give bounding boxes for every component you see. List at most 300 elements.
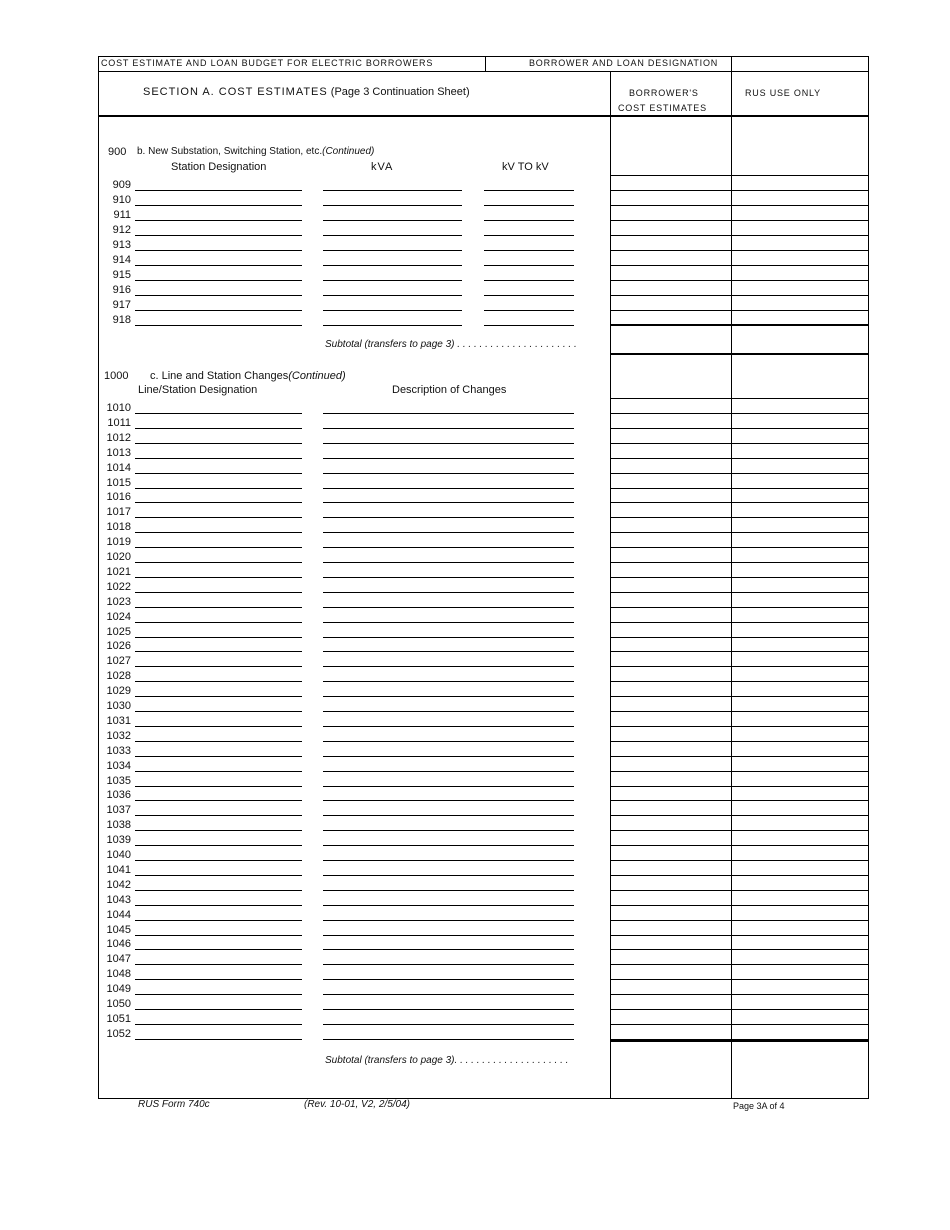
- section-c-borrower-amount-input[interactable]: [613, 742, 728, 755]
- section-c-borrower-amount-input[interactable]: [613, 593, 728, 606]
- section-c-rus-amount[interactable]: [734, 533, 866, 546]
- section-c-description-field[interactable]: [323, 892, 574, 906]
- section-b-borrower-amount[interactable]: [613, 191, 728, 204]
- section-b-station-designation-field[interactable]: [135, 237, 302, 251]
- section-c-borrower-amount-input[interactable]: [613, 816, 728, 829]
- section-c-description-input[interactable]: [323, 966, 574, 979]
- section-c-description-input[interactable]: [323, 862, 574, 875]
- section-b-subtotal-input[interactable]: [613, 327, 728, 351]
- section-c-description-input[interactable]: [323, 668, 574, 681]
- section-b-station-designation-input[interactable]: [135, 252, 302, 265]
- section-b-kva-field[interactable]: [323, 267, 462, 281]
- section-c-rus-amount-input[interactable]: [734, 548, 866, 561]
- section-c-line-station-designation-field[interactable]: [135, 713, 302, 727]
- section-c-description-input[interactable]: [323, 415, 574, 428]
- section-c-rus-amount[interactable]: [734, 846, 866, 859]
- section-b-kva-field[interactable]: [323, 207, 462, 221]
- section-c-line-station-designation-field[interactable]: [135, 817, 302, 831]
- section-c-borrower-amount[interactable]: [613, 623, 728, 636]
- section-c-description-field[interactable]: [323, 847, 574, 861]
- section-c-line-station-designation-field[interactable]: [135, 624, 302, 638]
- section-c-description-field[interactable]: [323, 683, 574, 697]
- section-b-rus-amount-input[interactable]: [734, 221, 866, 234]
- section-c-borrower-amount[interactable]: [613, 831, 728, 844]
- section-c-rus-amount[interactable]: [734, 742, 866, 755]
- section-b-borrower-amount-input[interactable]: [613, 281, 728, 294]
- section-c-borrower-amount-input[interactable]: [613, 712, 728, 725]
- section-c-rus-amount-input[interactable]: [734, 876, 866, 889]
- section-c-description-field[interactable]: [323, 698, 574, 712]
- section-c-borrower-amount[interactable]: [613, 503, 728, 516]
- section-c-description-field[interactable]: [323, 758, 574, 772]
- section-b-borrower-amount-input[interactable]: [613, 221, 728, 234]
- section-c-line-station-designation-input[interactable]: [135, 773, 302, 786]
- section-c-borrower-amount-input[interactable]: [613, 444, 728, 457]
- section-c-line-station-designation-input[interactable]: [135, 579, 302, 592]
- section-c-line-station-designation-field[interactable]: [135, 862, 302, 876]
- section-c-description-input[interactable]: [323, 758, 574, 771]
- section-c-rus-amount-input[interactable]: [734, 742, 866, 755]
- section-c-line-station-designation-input[interactable]: [135, 713, 302, 726]
- section-b-kva-input[interactable]: [323, 177, 462, 190]
- section-c-borrower-amount[interactable]: [613, 459, 728, 472]
- section-c-line-station-designation-input[interactable]: [135, 489, 302, 502]
- section-c-rus-amount-input[interactable]: [734, 921, 866, 934]
- section-b-kv-to-kv-field[interactable]: [484, 222, 574, 236]
- section-c-borrower-amount[interactable]: [613, 772, 728, 785]
- section-b-rus-amount-input[interactable]: [734, 236, 866, 249]
- section-c-borrower-amount[interactable]: [613, 518, 728, 531]
- section-c-line-station-designation-field[interactable]: [135, 475, 302, 489]
- section-c-borrower-amount[interactable]: [613, 995, 728, 1008]
- section-c-description-field[interactable]: [323, 743, 574, 757]
- section-c-line-station-designation-field[interactable]: [135, 445, 302, 459]
- section-c-borrower-amount-input[interactable]: [613, 921, 728, 934]
- section-c-rus-amount-input[interactable]: [734, 682, 866, 695]
- section-c-description-input[interactable]: [323, 683, 574, 696]
- section-c-borrower-amount-input[interactable]: [613, 906, 728, 919]
- section-c-description-field[interactable]: [323, 415, 574, 429]
- section-c-borrower-amount[interactable]: [613, 1010, 728, 1023]
- section-c-description-field[interactable]: [323, 773, 574, 787]
- section-c-description-input[interactable]: [323, 594, 574, 607]
- section-b-station-designation-input[interactable]: [135, 297, 302, 310]
- section-c-borrower-amount[interactable]: [613, 891, 728, 904]
- section-c-borrower-amount[interactable]: [613, 652, 728, 665]
- section-c-description-field[interactable]: [323, 981, 574, 995]
- section-c-line-station-designation-input[interactable]: [135, 400, 302, 413]
- section-c-line-station-designation-field[interactable]: [135, 683, 302, 697]
- section-c-description-field[interactable]: [323, 1011, 574, 1025]
- section-c-description-field[interactable]: [323, 430, 574, 444]
- section-c-line-station-designation-input[interactable]: [135, 966, 302, 979]
- section-c-description-input[interactable]: [323, 445, 574, 458]
- section-c-description-field[interactable]: [323, 638, 574, 652]
- section-c-description-input[interactable]: [323, 609, 574, 622]
- section-b-rus-amount[interactable]: [734, 206, 866, 219]
- section-c-description-field[interactable]: [323, 549, 574, 563]
- section-b-kva-field[interactable]: [323, 252, 462, 266]
- section-c-description-input[interactable]: [323, 489, 574, 502]
- section-c-borrower-amount-input[interactable]: [613, 652, 728, 665]
- section-c-description-input[interactable]: [323, 624, 574, 637]
- section-c-rus-amount[interactable]: [734, 563, 866, 576]
- section-c-rus-amount[interactable]: [734, 950, 866, 963]
- section-c-line-station-designation-field[interactable]: [135, 1011, 302, 1025]
- section-b-station-designation-field[interactable]: [135, 252, 302, 266]
- section-b-station-designation-field[interactable]: [135, 177, 302, 191]
- section-c-borrower-amount-input[interactable]: [613, 980, 728, 993]
- section-c-borrower-amount-input[interactable]: [613, 965, 728, 978]
- section-c-borrower-amount[interactable]: [613, 757, 728, 770]
- section-b-rus-amount[interactable]: [734, 311, 866, 324]
- section-c-borrower-amount-input[interactable]: [613, 697, 728, 710]
- section-c-description-field[interactable]: [323, 802, 574, 816]
- section-c-description-input[interactable]: [323, 430, 574, 443]
- section-b-kva-input[interactable]: [323, 237, 462, 250]
- section-c-description-input[interactable]: [323, 549, 574, 562]
- section-b-station-designation-input[interactable]: [135, 192, 302, 205]
- section-c-description-input[interactable]: [323, 400, 574, 413]
- section-c-borrower-amount-input[interactable]: [613, 772, 728, 785]
- section-c-rus-amount-input[interactable]: [734, 965, 866, 978]
- section-c-borrower-amount[interactable]: [613, 816, 728, 829]
- section-b-kv-to-kv-field[interactable]: [484, 177, 574, 191]
- section-c-line-station-designation-field[interactable]: [135, 609, 302, 623]
- section-c-line-station-designation-field[interactable]: [135, 638, 302, 652]
- section-b-station-designation-input[interactable]: [135, 207, 302, 220]
- section-c-borrower-amount[interactable]: [613, 846, 728, 859]
- section-b-rus-amount-input[interactable]: [734, 281, 866, 294]
- section-b-kv-to-kv-field[interactable]: [484, 312, 574, 326]
- section-c-rus-amount-input[interactable]: [734, 816, 866, 829]
- section-b-rus-amount-input[interactable]: [734, 206, 866, 219]
- section-c-borrower-amount[interactable]: [613, 608, 728, 621]
- section-c-line-station-designation-input[interactable]: [135, 683, 302, 696]
- section-c-description-field[interactable]: [323, 460, 574, 474]
- section-c-line-station-designation-input[interactable]: [135, 534, 302, 547]
- section-c-description-field[interactable]: [323, 713, 574, 727]
- section-c-rus-amount-input[interactable]: [734, 861, 866, 874]
- section-c-rus-amount-input[interactable]: [734, 533, 866, 546]
- section-c-rus-amount-input[interactable]: [734, 414, 866, 427]
- section-b-kva-field[interactable]: [323, 192, 462, 206]
- section-c-borrower-amount[interactable]: [613, 638, 728, 651]
- section-c-description-field[interactable]: [323, 787, 574, 801]
- section-c-description-input[interactable]: [323, 1011, 574, 1024]
- section-c-line-station-designation-field[interactable]: [135, 534, 302, 548]
- section-c-line-station-designation-field[interactable]: [135, 698, 302, 712]
- section-c-line-station-designation-field[interactable]: [135, 787, 302, 801]
- section-c-description-field[interactable]: [323, 475, 574, 489]
- section-b-kv-to-kv-input[interactable]: [484, 252, 574, 265]
- section-c-line-station-designation-input[interactable]: [135, 907, 302, 920]
- section-c-description-field[interactable]: [323, 489, 574, 503]
- section-c-borrower-amount-input[interactable]: [613, 623, 728, 636]
- section-b-rus-amount[interactable]: [734, 326, 866, 339]
- section-c-rus-amount[interactable]: [734, 697, 866, 710]
- section-c-line-station-designation-input[interactable]: [135, 936, 302, 949]
- section-c-line-station-designation-field[interactable]: [135, 653, 302, 667]
- section-c-rus-amount[interactable]: [734, 518, 866, 531]
- section-c-borrower-amount-input[interactable]: [613, 950, 728, 963]
- section-c-description-field[interactable]: [323, 817, 574, 831]
- section-c-rus-amount[interactable]: [734, 429, 866, 442]
- section-b-borrower-amount[interactable]: [613, 281, 728, 294]
- section-b-kv-to-kv-input[interactable]: [484, 282, 574, 295]
- section-c-borrower-amount[interactable]: [613, 474, 728, 487]
- section-c-rus-amount[interactable]: [734, 965, 866, 978]
- section-c-borrower-amount[interactable]: [613, 548, 728, 561]
- section-b-kv-to-kv-field[interactable]: [484, 267, 574, 281]
- section-c-borrower-amount[interactable]: [613, 429, 728, 442]
- section-c-borrower-amount-input[interactable]: [613, 787, 728, 800]
- section-c-line-station-designation-input[interactable]: [135, 415, 302, 428]
- section-c-rus-amount[interactable]: [734, 667, 866, 680]
- section-c-description-input[interactable]: [323, 787, 574, 800]
- section-c-borrower-amount[interactable]: [613, 921, 728, 934]
- section-c-line-station-designation-input[interactable]: [135, 624, 302, 637]
- section-b-kv-to-kv-field[interactable]: [484, 207, 574, 221]
- section-c-rus-amount[interactable]: [734, 474, 866, 487]
- section-c-description-input[interactable]: [323, 817, 574, 830]
- section-c-line-station-designation-field[interactable]: [135, 460, 302, 474]
- section-b-rus-amount[interactable]: [734, 251, 866, 264]
- section-b-station-designation-field[interactable]: [135, 312, 302, 326]
- section-c-description-input[interactable]: [323, 475, 574, 488]
- section-c-borrower-amount-input[interactable]: [613, 474, 728, 487]
- section-b-station-designation-field[interactable]: [135, 192, 302, 206]
- section-c-rus-amount-input[interactable]: [734, 518, 866, 531]
- section-c-borrower-amount-input[interactable]: [613, 638, 728, 651]
- section-c-description-input[interactable]: [323, 877, 574, 890]
- section-c-line-station-designation-input[interactable]: [135, 653, 302, 666]
- section-c-description-input[interactable]: [323, 504, 574, 517]
- section-b-rus-amount[interactable]: [734, 266, 866, 279]
- section-c-borrower-amount-input[interactable]: [613, 489, 728, 502]
- section-c-description-field[interactable]: [323, 624, 574, 638]
- section-c-rus-amount[interactable]: [734, 801, 866, 814]
- section-c-rus-amount-input[interactable]: [734, 950, 866, 963]
- section-c-line-station-designation-input[interactable]: [135, 445, 302, 458]
- section-c-description-input[interactable]: [323, 460, 574, 473]
- section-c-description-input[interactable]: [323, 773, 574, 786]
- section-c-line-station-designation-field[interactable]: [135, 504, 302, 518]
- section-c-line-station-designation-input[interactable]: [135, 951, 302, 964]
- section-c-line-station-designation-input[interactable]: [135, 862, 302, 875]
- section-c-rus-amount-input[interactable]: [734, 638, 866, 651]
- section-c-line-station-designation-field[interactable]: [135, 430, 302, 444]
- section-b-kv-to-kv-field[interactable]: [484, 282, 574, 296]
- section-b-kv-to-kv-field[interactable]: [484, 192, 574, 206]
- section-c-description-field[interactable]: [323, 534, 574, 548]
- section-b-kva-input[interactable]: [323, 252, 462, 265]
- section-c-rus-amount[interactable]: [734, 652, 866, 665]
- section-b-station-designation-input[interactable]: [135, 282, 302, 295]
- section-c-description-input[interactable]: [323, 996, 574, 1009]
- section-c-line-station-designation-field[interactable]: [135, 743, 302, 757]
- section-c-description-input[interactable]: [323, 713, 574, 726]
- section-c-line-station-designation-input[interactable]: [135, 504, 302, 517]
- section-c-description-input[interactable]: [323, 936, 574, 949]
- section-b-borrower-amount-input[interactable]: [613, 236, 728, 249]
- section-c-line-station-designation-field[interactable]: [135, 877, 302, 891]
- section-c-rus-amount[interactable]: [734, 1010, 866, 1023]
- section-c-rus-amount[interactable]: [734, 638, 866, 651]
- section-b-kv-to-kv-input[interactable]: [484, 267, 574, 280]
- section-c-rus-amount[interactable]: [734, 816, 866, 829]
- section-c-rus-amount[interactable]: [734, 876, 866, 889]
- section-b-rus-amount-input[interactable]: [734, 251, 866, 264]
- section-c-rus-amount[interactable]: [734, 712, 866, 725]
- section-c-description-input[interactable]: [323, 907, 574, 920]
- section-c-line-station-designation-input[interactable]: [135, 758, 302, 771]
- section-b-kv-to-kv-field[interactable]: [484, 252, 574, 266]
- section-c-borrower-amount[interactable]: [613, 712, 728, 725]
- section-c-borrower-amount[interactable]: [613, 936, 728, 949]
- section-b-kv-to-kv-field[interactable]: [484, 297, 574, 311]
- section-c-line-station-designation-input[interactable]: [135, 802, 302, 815]
- section-c-rus-amount[interactable]: [734, 593, 866, 606]
- section-c-borrower-amount-input[interactable]: [613, 533, 728, 546]
- section-c-description-input[interactable]: [323, 743, 574, 756]
- section-c-description-input[interactable]: [323, 1026, 574, 1039]
- section-b-station-designation-input[interactable]: [135, 222, 302, 235]
- section-c-description-field[interactable]: [323, 653, 574, 667]
- section-b-rus-amount-input[interactable]: [734, 311, 866, 324]
- section-c-rus-amount[interactable]: [734, 861, 866, 874]
- section-c-description-input[interactable]: [323, 802, 574, 815]
- section-b-station-designation-field[interactable]: [135, 297, 302, 311]
- section-c-borrower-amount-input[interactable]: [613, 503, 728, 516]
- section-b-borrower-amount-input[interactable]: [613, 266, 728, 279]
- section-c-rus-amount[interactable]: [734, 503, 866, 516]
- section-b-borrower-amount-input[interactable]: [613, 296, 728, 309]
- section-c-line-station-designation-field[interactable]: [135, 564, 302, 578]
- section-b-kv-to-kv-input[interactable]: [484, 207, 574, 220]
- section-c-line-station-designation-input[interactable]: [135, 668, 302, 681]
- section-c-rus-amount-input[interactable]: [734, 757, 866, 770]
- section-c-borrower-amount[interactable]: [613, 667, 728, 680]
- section-b-kv-to-kv-input[interactable]: [484, 222, 574, 235]
- section-c-description-field[interactable]: [323, 966, 574, 980]
- section-c-rus-amount[interactable]: [734, 906, 866, 919]
- section-c-line-station-designation-field[interactable]: [135, 892, 302, 906]
- section-b-kva-input[interactable]: [323, 267, 462, 280]
- section-c-borrower-amount-input[interactable]: [613, 1025, 728, 1038]
- section-b-kva-input[interactable]: [323, 207, 462, 220]
- section-c-line-station-designation-input[interactable]: [135, 430, 302, 443]
- section-c-borrower-amount[interactable]: [613, 444, 728, 457]
- section-c-line-station-designation-input[interactable]: [135, 817, 302, 830]
- section-c-line-station-designation-field[interactable]: [135, 847, 302, 861]
- section-b-kva-field[interactable]: [323, 237, 462, 251]
- section-b-borrower-amount-input[interactable]: [613, 206, 728, 219]
- designation-field[interactable]: [734, 57, 866, 70]
- section-c-description-input[interactable]: [323, 564, 574, 577]
- section-c-line-station-designation-input[interactable]: [135, 475, 302, 488]
- section-b-rus-amount-input[interactable]: [734, 326, 866, 339]
- section-c-borrower-amount[interactable]: [613, 593, 728, 606]
- designation-input[interactable]: [734, 57, 866, 70]
- section-c-rus-amount[interactable]: [734, 772, 866, 785]
- section-c-description-field[interactable]: [323, 907, 574, 921]
- section-b-kv-to-kv-input[interactable]: [484, 297, 574, 310]
- section-c-line-station-designation-input[interactable]: [135, 996, 302, 1009]
- section-c-borrower-amount-input[interactable]: [613, 727, 728, 740]
- section-c-description-input[interactable]: [323, 653, 574, 666]
- section-c-rus-amount-input[interactable]: [734, 936, 866, 949]
- section-c-line-station-designation-input[interactable]: [135, 638, 302, 651]
- section-b-station-designation-input[interactable]: [135, 237, 302, 250]
- section-c-description-field[interactable]: [323, 594, 574, 608]
- section-c-rus-amount[interactable]: [734, 608, 866, 621]
- section-c-line-station-designation-input[interactable]: [135, 847, 302, 860]
- section-b-kva-input[interactable]: [323, 192, 462, 205]
- section-b-kva-field[interactable]: [323, 222, 462, 236]
- section-c-line-station-designation-field[interactable]: [135, 966, 302, 980]
- section-c-line-station-designation-field[interactable]: [135, 519, 302, 533]
- section-c-line-station-designation-field[interactable]: [135, 802, 302, 816]
- section-c-borrower-amount[interactable]: [613, 533, 728, 546]
- section-c-line-station-designation-input[interactable]: [135, 832, 302, 845]
- section-c-borrower-amount-input[interactable]: [613, 459, 728, 472]
- section-c-line-station-designation-input[interactable]: [135, 1026, 302, 1039]
- section-c-description-field[interactable]: [323, 445, 574, 459]
- section-c-description-input[interactable]: [323, 534, 574, 547]
- section-b-station-designation-input[interactable]: [135, 267, 302, 280]
- section-c-line-station-designation-field[interactable]: [135, 489, 302, 503]
- section-c-line-station-designation-field[interactable]: [135, 773, 302, 787]
- section-c-rus-amount-input[interactable]: [734, 578, 866, 591]
- section-c-line-station-designation-field[interactable]: [135, 936, 302, 950]
- section-c-borrower-amount[interactable]: [613, 489, 728, 502]
- section-c-line-station-designation-field[interactable]: [135, 832, 302, 846]
- section-c-description-field[interactable]: [323, 951, 574, 965]
- section-c-borrower-amount[interactable]: [613, 727, 728, 740]
- section-c-description-input[interactable]: [323, 892, 574, 905]
- section-c-description-input[interactable]: [323, 922, 574, 935]
- section-b-kv-to-kv-input[interactable]: [484, 237, 574, 250]
- section-b-kva-input[interactable]: [323, 312, 462, 325]
- section-c-description-input[interactable]: [323, 981, 574, 994]
- section-c-rus-amount[interactable]: [734, 489, 866, 502]
- section-c-borrower-amount[interactable]: [613, 697, 728, 710]
- section-c-rus-amount-input[interactable]: [734, 667, 866, 680]
- section-c-rus-amount-input[interactable]: [734, 444, 866, 457]
- section-c-rus-amount[interactable]: [734, 548, 866, 561]
- section-c-line-station-designation-input[interactable]: [135, 564, 302, 577]
- section-c-line-station-designation-field[interactable]: [135, 415, 302, 429]
- section-c-rus-amount-input[interactable]: [734, 801, 866, 814]
- section-b-station-designation-field[interactable]: [135, 282, 302, 296]
- section-c-rus-amount[interactable]: [734, 459, 866, 472]
- section-c-borrower-amount[interactable]: [613, 980, 728, 993]
- section-b-station-designation-field[interactable]: [135, 267, 302, 281]
- section-c-rus-amount-input[interactable]: [734, 712, 866, 725]
- section-b-kv-to-kv-input[interactable]: [484, 312, 574, 325]
- section-b-kva-input[interactable]: [323, 297, 462, 310]
- section-c-description-field[interactable]: [323, 832, 574, 846]
- section-b-kva-field[interactable]: [323, 312, 462, 326]
- section-c-line-station-designation-field[interactable]: [135, 907, 302, 921]
- section-b-kva-input[interactable]: [323, 222, 462, 235]
- section-c-line-station-designation-input[interactable]: [135, 743, 302, 756]
- section-c-line-station-designation-field[interactable]: [135, 728, 302, 742]
- section-c-rus-amount-input[interactable]: [734, 846, 866, 859]
- section-c-borrower-amount-input[interactable]: [613, 682, 728, 695]
- section-c-borrower-amount[interactable]: [613, 682, 728, 695]
